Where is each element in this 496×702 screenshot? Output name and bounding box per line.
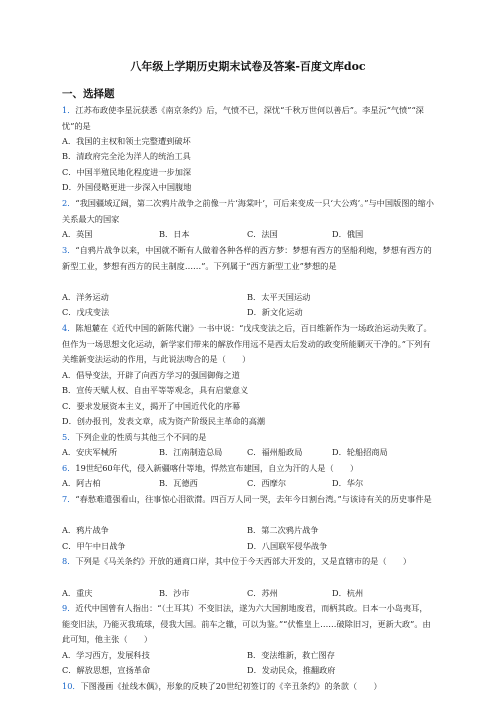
option: D．轮船招商局 — [332, 447, 388, 457]
option: B．宣传天赋人权、自由平等等观念，具有启蒙意义 — [62, 385, 249, 395]
option: B．江南制造总局 — [159, 447, 223, 457]
option: A．倡导变法，开辟了向西方学习的强国御侮之道 — [62, 370, 240, 380]
question-number: 3． — [62, 245, 76, 255]
option: B．沙市 — [159, 588, 190, 598]
question-stem: 2．“我国疆域辽阔，第二次鸦片战争之前像一片‘海棠叶’，可后来变成一只‘大公鸡’。”与中国版图的缩小关系最大的国家 — [62, 198, 434, 224]
option: B．第二次鸦片战争 — [247, 525, 319, 535]
option: D．外国侵略更进一步深入中国腹地 — [62, 182, 192, 192]
option: D．八国联军侵华战争 — [247, 541, 328, 551]
option: C．中国半殖民地化程度进一步加深 — [62, 167, 192, 177]
question-stem: 1．江苏布政使李星沅获悉《南京条约》后，气愤不已，深忧“千秋万世何以善后”。李星沅“气愤”“深忧”的是 — [62, 105, 424, 131]
option: C．西摩尔 — [247, 478, 287, 488]
option: B．清政府完全沦为洋人的统治工具 — [62, 151, 191, 161]
option: A．洋务运动 — [62, 292, 109, 302]
question-stem: 3．“自鸦片战争以来，中国就不断有人做着各种各样的西方梦：梦想有西方的坚船利炮，梦想有西方的新型工业，梦想有西方的民主制度……”。下列属于“西方新型工业”梦想的是 — [62, 245, 432, 271]
question-number: 7． — [62, 494, 76, 504]
option: D．发动民众，推翻政府 — [247, 665, 336, 675]
option: A．我国的主权和领土完整遭到破坏 — [62, 136, 191, 146]
option: D．创办报刊，发表文章，成为资产阶级民主革命的高潮 — [62, 416, 266, 426]
option: A．英国 — [62, 229, 93, 239]
option: C．法国 — [247, 229, 278, 239]
question-number: 10． — [62, 681, 81, 691]
option: C．解放思想，宣扬革命 — [62, 665, 151, 675]
question-stem: 4．陈旭麓在《近代中国的新陈代谢》一书中说：“戊戌变法之后，百日维新作为一场政治运动失败了。但作为一场思想文化运动，新学家们带来的解放作用远不是西太后发动的政变所能剿灭干净的。”下列有关维新变法运动的作用，与此说法吻合的是（ ） — [62, 323, 432, 365]
option: B．瓦德西 — [159, 478, 198, 488]
option: C．福州船政局 — [247, 447, 303, 457]
option: A．安庆军械所 — [62, 447, 118, 457]
question-number: 4． — [62, 323, 76, 333]
option: D．新文化运动 — [247, 307, 303, 317]
question-stem: 6．19世纪60年代，侵入新疆喀什等地，悍然宣布建国，自立为汗的人是（ ） — [62, 463, 359, 473]
question-number: 2． — [62, 198, 76, 208]
question-stem: 7．“春愁难遣强看山，往事惊心泪欲潸。四百万人同一哭，去年今日割台湾。”与该诗有关的历史事件是 — [62, 494, 432, 504]
question-number: 9． — [62, 603, 76, 613]
option: C．苏州 — [247, 588, 278, 598]
option: D．杭州 — [332, 588, 364, 598]
option: A．重庆 — [62, 588, 93, 598]
question-number: 5． — [62, 432, 76, 442]
option: B．太平天国运动 — [247, 292, 311, 302]
option: C．要求发展资本主义，揭开了中国近代化的序幕 — [62, 401, 241, 411]
option: D．华尔 — [332, 478, 364, 488]
option: A．学习西方，发展科技 — [62, 650, 150, 660]
option: C．戊戌变法 — [62, 307, 110, 317]
option: A．鸦片战争 — [62, 525, 109, 535]
question-number: 8． — [62, 556, 76, 566]
question-number: 1． — [62, 105, 76, 115]
question-number: 6． — [62, 463, 76, 473]
question-stem: 5．下列企业的性质与其他三个不同的是 — [62, 432, 207, 442]
question-stem: 8．下列是《马关条约》开放的通商口岸，其中位于今天西部大开发的，又是直辖市的是（ ） — [62, 556, 412, 566]
option: D．俄国 — [332, 229, 364, 239]
option: C．甲午中日战争 — [62, 541, 126, 551]
document-title: 八年级上学期历史期末试卷及答案-百度文库doc — [130, 60, 366, 73]
option: A．阿古柏 — [62, 478, 101, 488]
option: B．变法维新，救亡图存 — [247, 650, 335, 660]
section-heading: 一、选择题 — [62, 88, 115, 100]
option: B．日本 — [159, 229, 190, 239]
question-stem: 10．下图漫画《扯线木偶》，形象的反映了20世纪初签订的《辛丑条约》的条款（ ） — [62, 681, 382, 691]
question-stem: 9．近代中国曾有人指出：“（土耳其）不变旧法，遂为六大国割地废君，而柄其政。日本一小岛夷耳，能变旧法，乃能灭我琉球，侵我大国。前车之辙，可以为鉴。”“伏惟皇上……破除旧习，更新大政”。由此可知，他主张（ ） — [62, 603, 431, 645]
